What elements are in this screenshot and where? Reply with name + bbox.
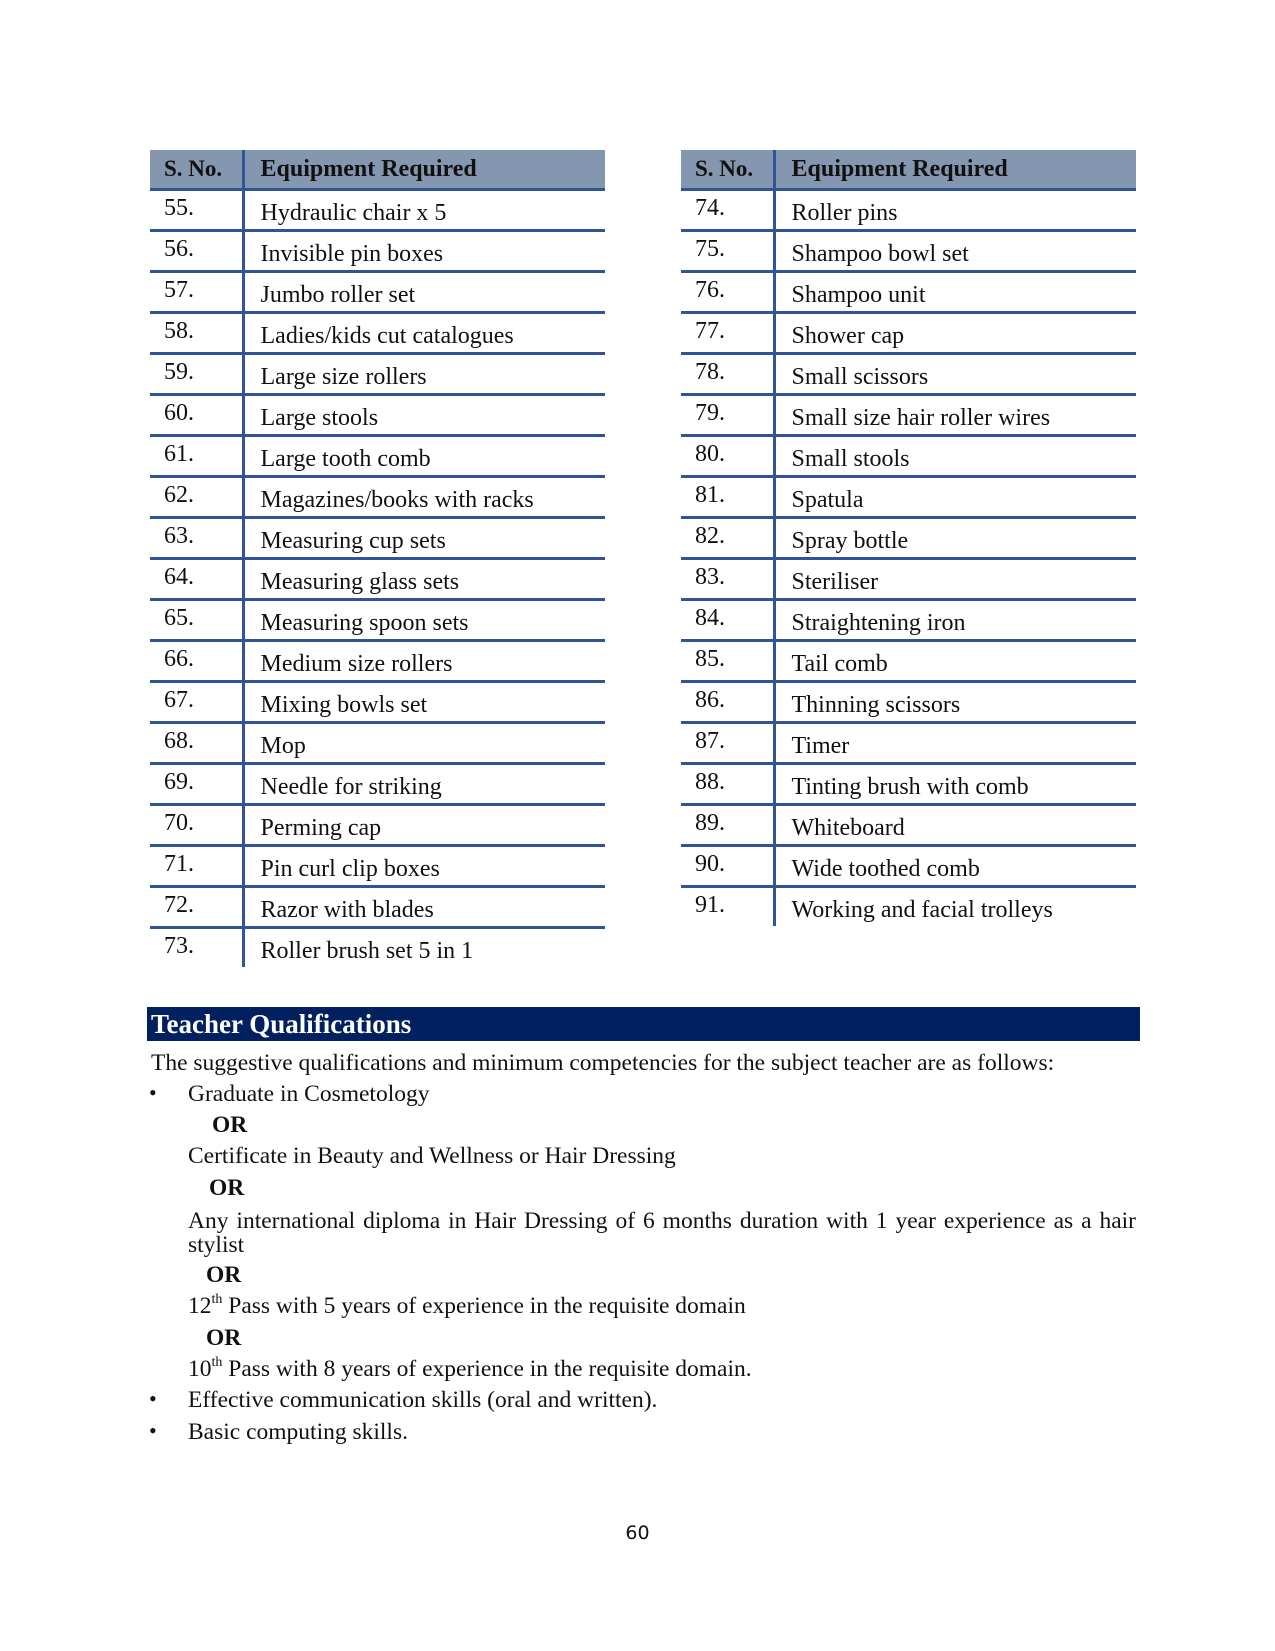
- equipment-table-left: [150, 150, 605, 967]
- table-row: [150, 682, 605, 723]
- table-row: [681, 723, 1136, 764]
- table-row: [150, 272, 605, 313]
- table-row: [150, 600, 605, 641]
- col-header-equipment: Equipment Required: [243, 150, 605, 190]
- equipment-table-right: [681, 150, 1136, 926]
- table-row: [150, 436, 605, 477]
- option-5-number: 10: [188, 1356, 212, 1382]
- equipment-cell: Pin curl clip boxes: [243, 846, 605, 887]
- serial-number-cell: 59.: [150, 354, 243, 395]
- equipment-cell: Shampoo unit: [774, 272, 1136, 313]
- serial-number-cell: 64.: [150, 559, 243, 600]
- or-label: OR: [206, 1262, 242, 1288]
- equipment-cell: Whiteboard: [774, 805, 1136, 846]
- qualification-option-2: Certificate in Beauty and Wellness or Hair Dressing: [188, 1143, 676, 1169]
- equipment-cell: Medium size rollers: [243, 641, 605, 682]
- table-header-row: [150, 150, 605, 190]
- table-row: [681, 395, 1136, 436]
- serial-number-cell: 82.: [681, 518, 774, 559]
- serial-number-cell: 83.: [681, 559, 774, 600]
- equipment-cell: Thinning scissors: [774, 682, 1136, 723]
- serial-number-cell: 70.: [150, 805, 243, 846]
- table-row: [150, 559, 605, 600]
- qualification-option-3: Any international diploma in Hair Dressing of 6 months duration with 1 year experience as a hair stylist: [188, 1208, 1136, 1258]
- equipment-cell: Hydraulic chair x 5: [243, 190, 605, 231]
- equipment-cell: Measuring spoon sets: [243, 600, 605, 641]
- table-row: [150, 190, 605, 231]
- serial-number-cell: 68.: [150, 723, 243, 764]
- equipment-cell: Wide toothed comb: [774, 846, 1136, 887]
- qualification-option-1: Graduate in Cosmetology: [188, 1081, 430, 1107]
- table-row: [681, 477, 1136, 518]
- table-row: [681, 805, 1136, 846]
- table-row: [681, 682, 1136, 723]
- bullet-marker: •: [149, 1386, 157, 1411]
- serial-number-cell: 85.: [681, 641, 774, 682]
- equipment-cell: Jumbo roller set: [243, 272, 605, 313]
- equipment-cell: Magazines/books with racks: [243, 477, 605, 518]
- col-header-sno: S. No.: [150, 150, 243, 190]
- option-5-superscript: th: [211, 1355, 223, 1370]
- serial-number-cell: 79.: [681, 395, 774, 436]
- serial-number-cell: 60.: [150, 395, 243, 436]
- equipment-cell: Mixing bowls set: [243, 682, 605, 723]
- serial-number-cell: 67.: [150, 682, 243, 723]
- serial-number-cell: 90.: [681, 846, 774, 887]
- page-number: 60: [625, 1522, 650, 1544]
- equipment-cell: Measuring cup sets: [243, 518, 605, 559]
- table-header-row: [681, 150, 1136, 190]
- table-row: [681, 518, 1136, 559]
- qualification-option-4: [188, 1293, 746, 1320]
- equipment-cell: Small stools: [774, 436, 1136, 477]
- table-row: [681, 559, 1136, 600]
- equipment-cell: Tinting brush with comb: [774, 764, 1136, 805]
- table-row: [150, 928, 605, 968]
- equipment-cell: Perming cap: [243, 805, 605, 846]
- equipment-cell: Spatula: [774, 477, 1136, 518]
- equipment-cell: Roller pins: [774, 190, 1136, 231]
- serial-number-cell: 56.: [150, 231, 243, 272]
- serial-number-cell: 88.: [681, 764, 774, 805]
- serial-number-cell: 74.: [681, 190, 774, 231]
- serial-number-cell: 65.: [150, 600, 243, 641]
- or-label: OR: [212, 1112, 248, 1138]
- table-row: [150, 805, 605, 846]
- serial-number-cell: 80.: [681, 436, 774, 477]
- serial-number-cell: 69.: [150, 764, 243, 805]
- or-label: OR: [206, 1325, 242, 1351]
- table-row: [681, 887, 1136, 927]
- serial-number-cell: 76.: [681, 272, 774, 313]
- equipment-cell: Razor with blades: [243, 887, 605, 928]
- equipment-cell: Measuring glass sets: [243, 559, 605, 600]
- bullet-marker: •: [149, 1418, 157, 1443]
- table-row: [681, 313, 1136, 354]
- table-row: [681, 354, 1136, 395]
- intro-text: The suggestive qualifications and minimum competencies for the subject teacher are as follows:: [151, 1050, 1055, 1076]
- table-row: [150, 887, 605, 928]
- serial-number-cell: 78.: [681, 354, 774, 395]
- serial-number-cell: 89.: [681, 805, 774, 846]
- equipment-cell: Straightening iron: [774, 600, 1136, 641]
- equipment-cell: Spray bottle: [774, 518, 1136, 559]
- equipment-cell: Shower cap: [774, 313, 1136, 354]
- serial-number-cell: 61.: [150, 436, 243, 477]
- equipment-cell: Tail comb: [774, 641, 1136, 682]
- serial-number-cell: 57.: [150, 272, 243, 313]
- serial-number-cell: 77.: [681, 313, 774, 354]
- table-row: [150, 641, 605, 682]
- or-label: OR: [209, 1175, 245, 1201]
- table-row: [150, 518, 605, 559]
- serial-number-cell: 62.: [150, 477, 243, 518]
- table-row: [150, 313, 605, 354]
- table-row: [150, 395, 605, 436]
- col-header-equipment: Equipment Required: [774, 150, 1136, 190]
- option-4-text: Pass with 5 years of experience in the requisite domain: [222, 1293, 746, 1319]
- equipment-cell: Mop: [243, 723, 605, 764]
- equipment-cell: Large tooth comb: [243, 436, 605, 477]
- qualification-option-5: [188, 1356, 752, 1383]
- equipment-cell: Small size hair roller wires: [774, 395, 1136, 436]
- bullet-marker: •: [149, 1080, 157, 1105]
- option-5-text: Pass with 8 years of experience in the requisite domain.: [222, 1356, 752, 1382]
- table-row: [681, 846, 1136, 887]
- qualification-bullet-computing: Basic computing skills.: [188, 1419, 408, 1445]
- table-row: [150, 846, 605, 887]
- serial-number-cell: 86.: [681, 682, 774, 723]
- table-row: [150, 723, 605, 764]
- serial-number-cell: 63.: [150, 518, 243, 559]
- serial-number-cell: 66.: [150, 641, 243, 682]
- option-4-number: 12: [188, 1293, 212, 1319]
- equipment-cell: Timer: [774, 723, 1136, 764]
- table-row: [150, 354, 605, 395]
- equipment-cell: Roller brush set 5 in 1: [260, 937, 474, 964]
- equipment-cell: Shampoo bowl set: [774, 231, 1136, 272]
- equipment-cell: Invisible pin boxes: [243, 231, 605, 272]
- serial-number-cell: 81.: [681, 477, 774, 518]
- table-row: [150, 764, 605, 805]
- equipment-cell: Small scissors: [774, 354, 1136, 395]
- option-4-superscript: th: [211, 1292, 223, 1307]
- table-row: [681, 272, 1136, 313]
- col-header-sno: S. No.: [681, 150, 774, 190]
- serial-number-cell: 75.: [681, 231, 774, 272]
- serial-number-cell: 84.: [681, 600, 774, 641]
- equipment-cell: Large size rollers: [243, 354, 605, 395]
- table-row: [681, 600, 1136, 641]
- serial-number-cell: 72.: [150, 887, 243, 928]
- table-row: [150, 477, 605, 518]
- table-row: [681, 190, 1136, 231]
- serial-number-cell: 58.: [150, 313, 243, 354]
- equipment-cell: Large stools: [243, 395, 605, 436]
- qualification-bullet-communication: Effective communication skills (oral and written).: [188, 1387, 658, 1413]
- serial-number-cell: 55.: [150, 190, 243, 231]
- serial-number-cell: 71.: [150, 846, 243, 887]
- table-row: [681, 641, 1136, 682]
- serial-number-cell: 87.: [681, 723, 774, 764]
- table-row: [681, 764, 1136, 805]
- table-row: [150, 231, 605, 272]
- equipment-cell: Needle for striking: [243, 764, 605, 805]
- serial-number-cell: 73.: [150, 928, 243, 968]
- serial-number-cell: 91.: [681, 887, 774, 927]
- equipment-cell: Steriliser: [774, 559, 1136, 600]
- equipment-cell: Ladies/kids cut catalogues: [243, 313, 605, 354]
- table-row: [681, 231, 1136, 272]
- table-row: [681, 436, 1136, 477]
- section-heading-teacher-qualifications: Teacher Qualifications: [147, 1007, 1140, 1041]
- equipment-cell: Working and facial trolleys: [791, 896, 1053, 923]
